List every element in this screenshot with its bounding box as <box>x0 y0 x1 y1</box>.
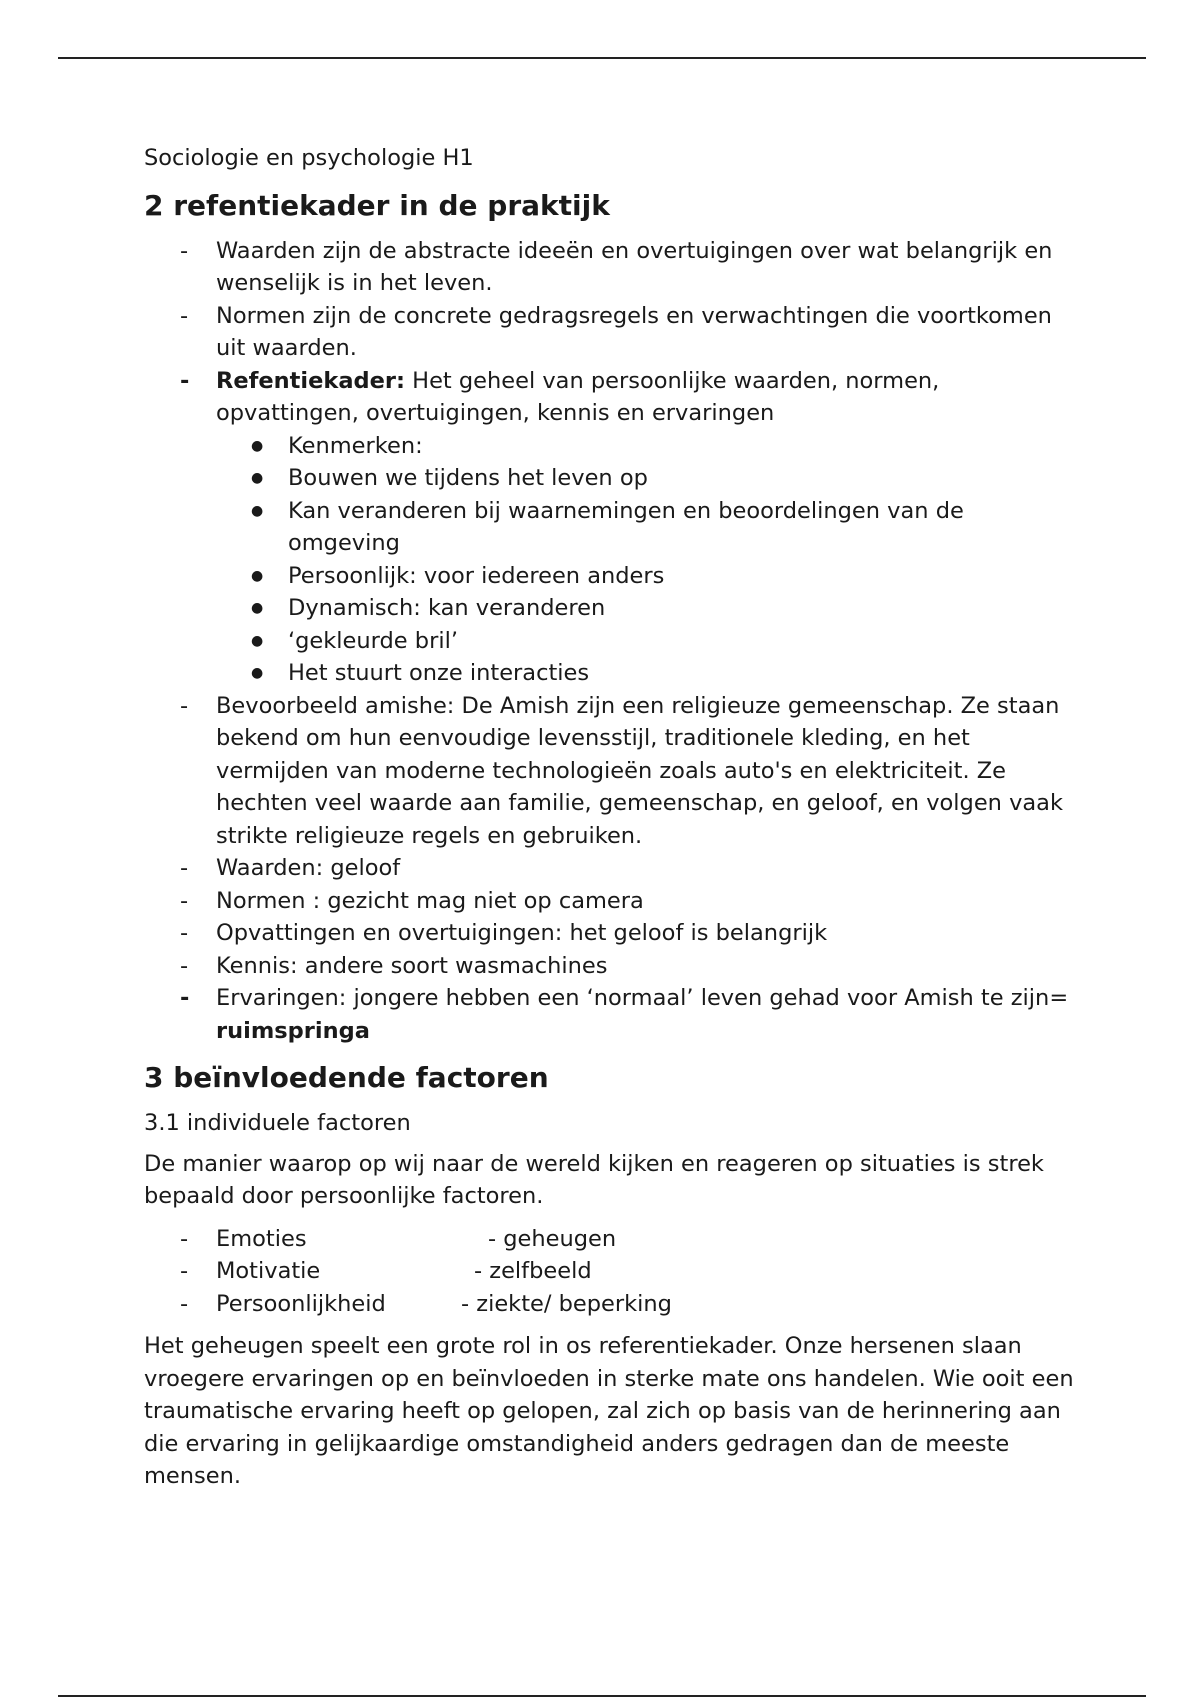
factor-right: - ziekte/ beperking <box>461 1290 672 1317</box>
list-item-detail: - Opvattingen en overtuigingen: het geloof is belangrijk <box>144 917 1074 950</box>
section-2-list <box>144 235 1074 1048</box>
section-2-heading: 2 refentiekader in de praktijk <box>144 188 610 222</box>
intro-paragraph: De manier waarop op wij naar de wereld kijken en reageren op situaties is strek bepaald door persoonlijke factoren. <box>144 1150 1044 1209</box>
list-item-waarden: - Waarden zijn de abstracte ideeën en overtuigingen over wat belangrijk en wenselijk is in het leven. <box>144 235 1074 300</box>
bullet-item: ● Dynamisch: kan veranderen <box>216 592 1074 625</box>
document-body <box>144 142 1074 1503</box>
bullet-item: ● ‘gekleurde bril’ <box>216 625 1074 658</box>
header-rule <box>58 57 1146 59</box>
factor-left: Emoties <box>216 1225 307 1252</box>
list-item-normen: - Normen zijn de concrete gedragsregels en verwachtingen die voortkomen uit waarden. <box>144 300 1074 365</box>
list-item-example: - Bevoorbeeld amishe: De Amish zijn een religieuze gemeenschap. Ze staan bekend om hun eenvoudige levensstijl, traditionele kleding, en het vermijden van moderne technologieën zoals auto's en elektriciteit. Ze hechten veel waarde aan familie, gemeenschap, en geloof, en volgen vaak strikte religieuze regels en gebruiken. <box>144 690 1074 853</box>
section-3-1-subheading: 3.1 individuele factoren <box>144 1110 411 1136</box>
characteristics-list <box>216 430 1074 690</box>
ervaringen-text: Ervaringen: jongere hebben een ‘normaal’ leven gehad voor Amish te zijn= <box>216 985 1069 1011</box>
factor-row <box>144 1288 1074 1321</box>
list-item-detail: - Waarden: geloof <box>144 852 1074 885</box>
list-item-referentiekader <box>144 365 1074 690</box>
memory-paragraph: Het geheugen speelt een grote rol in os referentiekader. Onze hersenen slaan vroegere ervaringen op en beïnvloeden in sterke mate ons handelen. Wie ooit een traumatische ervaring heeft op gelopen, zal zich op basis van de herinnering aan die ervaring in gelijkaardige omstandigheid anders gedragen dan de meeste mensen. <box>144 1333 1074 1489</box>
bullet-item: ● Kan veranderen bij waarnemingen en beoordelingen van de omgeving <box>216 495 1074 560</box>
factor-left: Persoonlijkheid <box>216 1290 386 1317</box>
referentiekader-definition: Het geheel van persoonlijke waarden, normen, opvattingen, overtuigingen, kennis en ervaringen <box>216 367 940 426</box>
bullet-item: ● Persoonlijk: voor iedereen anders <box>216 560 1074 593</box>
bullet-item: ● Bouwen we tijdens het leven op <box>216 462 1074 495</box>
factors-list <box>144 1223 1074 1321</box>
factor-left: Motivatie <box>216 1258 321 1284</box>
factor-right: - geheugen <box>488 1225 617 1252</box>
footer-rule <box>58 1695 1146 1697</box>
document-title: Sociologie en psychologie H1 <box>144 145 474 171</box>
section-3-heading: 3 beïnvloedende factoren <box>144 1061 549 1094</box>
list-item-detail: - Kennis: andere soort wasmachines <box>144 950 1074 983</box>
factor-right: - zelfbeeld <box>474 1258 592 1284</box>
referentiekader-term: Refentiekader: <box>216 367 405 394</box>
factor-row <box>144 1223 1074 1256</box>
bullet-item: ● Kenmerken: <box>216 430 1074 463</box>
ervaringen-term: ruimspringa <box>216 1017 370 1044</box>
list-item-detail: - Normen : gezicht mag niet op camera <box>144 885 1074 918</box>
list-item-ervaringen <box>144 982 1074 1047</box>
bullet-item: ● Het stuurt onze interacties <box>216 657 1074 690</box>
factor-row <box>144 1255 1074 1288</box>
